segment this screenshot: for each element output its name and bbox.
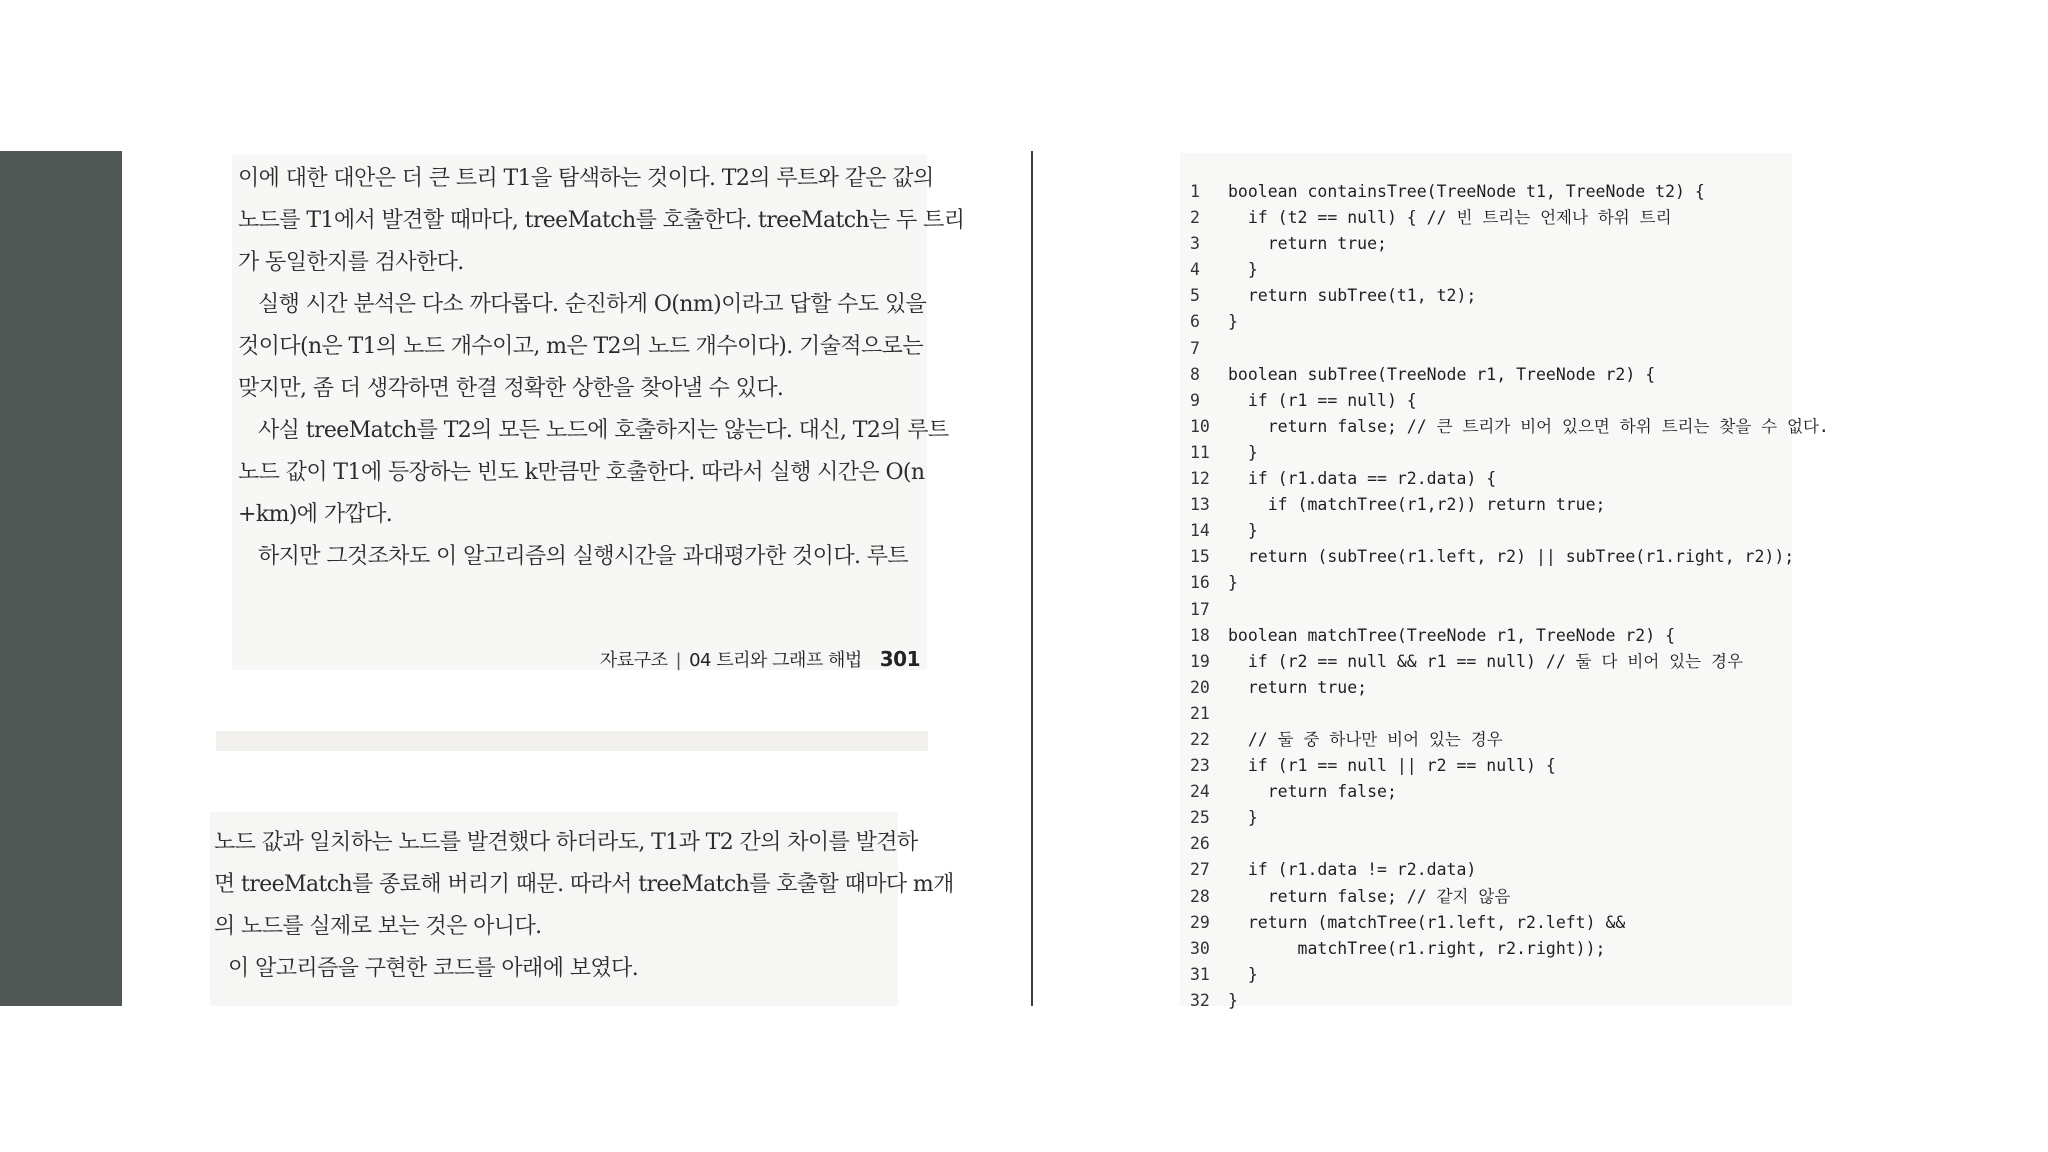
line-number: 15 bbox=[1190, 547, 1210, 567]
line-number: 26 bbox=[1190, 834, 1210, 854]
code-line bbox=[1190, 309, 1829, 335]
code-line bbox=[1190, 675, 1829, 701]
paragraph-line: 의 노드를 실제로 보는 것은 아니다. bbox=[214, 914, 542, 939]
code-line bbox=[1190, 466, 1829, 492]
paragraph-line: 노드를 T1에서 발견할 때마다, treeMatch를 호출한다. treeMatch는 두 트리 bbox=[238, 208, 965, 233]
code-text: return false; // 같지 않음 bbox=[1228, 886, 1511, 906]
line-number: 3 bbox=[1190, 234, 1200, 254]
paragraph-line: 하지만 그것조차도 이 알고리즘의 실행시간을 과대평가한 것이다. 루트 bbox=[258, 544, 909, 569]
slide-side-bar bbox=[0, 151, 122, 1006]
paragraph-line: 노드 값이 T1에 등장하는 빈도 k만큼만 호출한다. 따라서 실행 시간은 O(n bbox=[238, 460, 925, 485]
line-number: 27 bbox=[1190, 860, 1210, 880]
book-page-bottom-text bbox=[214, 822, 954, 990]
book-page-scan-band bbox=[216, 731, 928, 751]
code-line bbox=[1190, 205, 1829, 231]
code-line bbox=[1190, 805, 1829, 831]
line-number: 11 bbox=[1190, 442, 1210, 462]
code-line bbox=[1190, 623, 1829, 649]
line-number: 8 bbox=[1190, 364, 1200, 384]
paragraph-line: 실행 시간 분석은 다소 까다롭다. 순진하게 O(nm)이라고 답할 수도 있을 bbox=[258, 292, 927, 317]
code-line bbox=[1190, 336, 1829, 362]
line-number: 17 bbox=[1190, 599, 1210, 619]
column-divider bbox=[1031, 151, 1033, 1006]
paragraph-line: 이 알고리즘을 구현한 코드를 아래에 보였다. bbox=[228, 956, 639, 981]
footer-separator: | bbox=[675, 650, 682, 671]
page-number: 301 bbox=[879, 647, 920, 671]
code-text: return false; // 큰 트리가 비어 있으면 하위 트리는 찾을 수 없다. bbox=[1228, 416, 1829, 436]
line-number: 16 bbox=[1190, 573, 1210, 593]
line-number: 21 bbox=[1190, 703, 1210, 723]
line-number: 4 bbox=[1190, 260, 1200, 280]
line-number: 32 bbox=[1190, 990, 1210, 1010]
code-text: } bbox=[1228, 990, 1238, 1010]
page-footer bbox=[600, 646, 920, 672]
code-text: } bbox=[1228, 260, 1258, 280]
line-number: 10 bbox=[1190, 416, 1210, 436]
code-text: return true; bbox=[1228, 677, 1368, 697]
code-text: // 둘 중 하나만 비어 있는 경우 bbox=[1228, 729, 1503, 749]
code-line bbox=[1190, 779, 1829, 805]
paragraph-line: 가 동일한지를 검사한다. bbox=[238, 250, 464, 275]
code-text: if (r1.data != r2.data) bbox=[1228, 860, 1477, 880]
code-line bbox=[1190, 831, 1829, 857]
line-number: 19 bbox=[1190, 651, 1210, 671]
code-line bbox=[1190, 388, 1829, 414]
code-text: if (t2 == null) { // 빈 트리는 언제나 하위 트리 bbox=[1228, 208, 1672, 228]
code-text: boolean subTree(TreeNode r1, TreeNode r2) { bbox=[1228, 364, 1656, 384]
code-line bbox=[1190, 492, 1829, 518]
code-text: return (matchTree(r1.left, r2.left) && bbox=[1228, 912, 1626, 932]
code-line bbox=[1190, 414, 1829, 440]
code-text: if (r1.data == r2.data) { bbox=[1228, 469, 1497, 489]
code-text: } bbox=[1228, 312, 1238, 332]
code-line bbox=[1190, 649, 1829, 675]
paragraph-line: 이에 대한 대안은 더 큰 트리 T1을 탐색하는 것이다. T2의 루트와 같은 값의 bbox=[238, 166, 934, 191]
code-line bbox=[1190, 283, 1829, 309]
code-text: return (subTree(r1.left, r2) || subTree(r1.right, r2)); bbox=[1228, 547, 1795, 567]
code-line bbox=[1190, 962, 1829, 988]
line-number: 28 bbox=[1190, 886, 1210, 906]
code-line bbox=[1190, 570, 1829, 596]
paragraph-line: 면 treeMatch를 종료해 버리기 때문. 따라서 treeMatch를 호출할 때마다 m개 bbox=[214, 872, 954, 897]
paragraph-line: 맞지만, 좀 더 생각하면 한결 정확한 상한을 찾아낼 수 있다. bbox=[238, 376, 784, 401]
line-number: 1 bbox=[1190, 182, 1200, 201]
paragraph-line: 사실 treeMatch를 T2의 모든 노드에 호출하지는 않는다. 대신, T2의 루트 bbox=[258, 418, 949, 443]
paragraph-line: 노드 값과 일치하는 노드를 발견했다 하더라도, T1과 T2 간의 차이를 발견하 bbox=[214, 830, 918, 855]
paragraph-line: 것이다(n은 T1의 노드 개수이고, m은 T2의 노드 개수이다). 기술적으로는 bbox=[238, 334, 923, 359]
line-number: 6 bbox=[1190, 312, 1200, 332]
line-number: 7 bbox=[1190, 338, 1200, 358]
code-line bbox=[1190, 257, 1829, 283]
code-line bbox=[1190, 518, 1829, 544]
line-number: 31 bbox=[1190, 964, 1210, 984]
code-text: if (r1 == null) { bbox=[1228, 390, 1417, 410]
code-text: } bbox=[1228, 521, 1258, 541]
code-text: } bbox=[1228, 964, 1258, 984]
line-number: 25 bbox=[1190, 808, 1210, 828]
code-text: } bbox=[1228, 808, 1258, 828]
line-number: 9 bbox=[1190, 390, 1200, 410]
book-page-top-text bbox=[238, 158, 965, 578]
code-line bbox=[1190, 857, 1829, 883]
line-number: 30 bbox=[1190, 938, 1210, 958]
code-line bbox=[1190, 884, 1829, 910]
line-number: 13 bbox=[1190, 495, 1210, 515]
footer-chapter: 04 트리와 그래프 해법 bbox=[689, 650, 862, 671]
code-text: } bbox=[1228, 442, 1258, 462]
line-number: 29 bbox=[1190, 912, 1210, 932]
code-text: return true; bbox=[1228, 234, 1387, 254]
code-line bbox=[1190, 362, 1829, 388]
code-text: if (r2 == null && r1 == null) // 둘 다 비어 있는 경우 bbox=[1228, 651, 1743, 671]
line-number: 23 bbox=[1190, 756, 1210, 776]
line-number: 22 bbox=[1190, 729, 1210, 749]
code-text: boolean containsTree(TreeNode t1, TreeNode t2) { bbox=[1228, 182, 1705, 201]
line-number: 2 bbox=[1190, 208, 1200, 228]
code-line bbox=[1190, 544, 1829, 570]
code-text: if (r1 == null || r2 == null) { bbox=[1228, 756, 1556, 776]
code-text: matchTree(r1.right, r2.right)); bbox=[1228, 938, 1606, 958]
code-line bbox=[1190, 936, 1829, 962]
code-text: boolean matchTree(TreeNode r1, TreeNode r2) { bbox=[1228, 625, 1676, 645]
code-listing bbox=[1190, 179, 1829, 1014]
code-line bbox=[1190, 701, 1829, 727]
code-line bbox=[1190, 440, 1829, 466]
code-text: if (matchTree(r1,r2)) return true; bbox=[1228, 495, 1606, 515]
line-number: 18 bbox=[1190, 625, 1210, 645]
line-number: 24 bbox=[1190, 782, 1210, 802]
code-line bbox=[1190, 727, 1829, 753]
code-line bbox=[1190, 231, 1829, 257]
code-text: return subTree(t1, t2); bbox=[1228, 286, 1477, 306]
line-number: 12 bbox=[1190, 469, 1210, 489]
footer-section: 자료구조 bbox=[599, 650, 668, 671]
code-line bbox=[1190, 597, 1829, 623]
line-number: 20 bbox=[1190, 677, 1210, 697]
code-text: return false; bbox=[1228, 782, 1397, 802]
code-line bbox=[1190, 179, 1829, 205]
code-line bbox=[1190, 753, 1829, 779]
code-line bbox=[1190, 910, 1829, 936]
line-number: 5 bbox=[1190, 286, 1200, 306]
code-line bbox=[1190, 988, 1829, 1014]
paragraph-line: +km)에 가깝다. bbox=[238, 502, 393, 527]
code-text: } bbox=[1228, 573, 1238, 593]
line-number: 14 bbox=[1190, 521, 1210, 541]
